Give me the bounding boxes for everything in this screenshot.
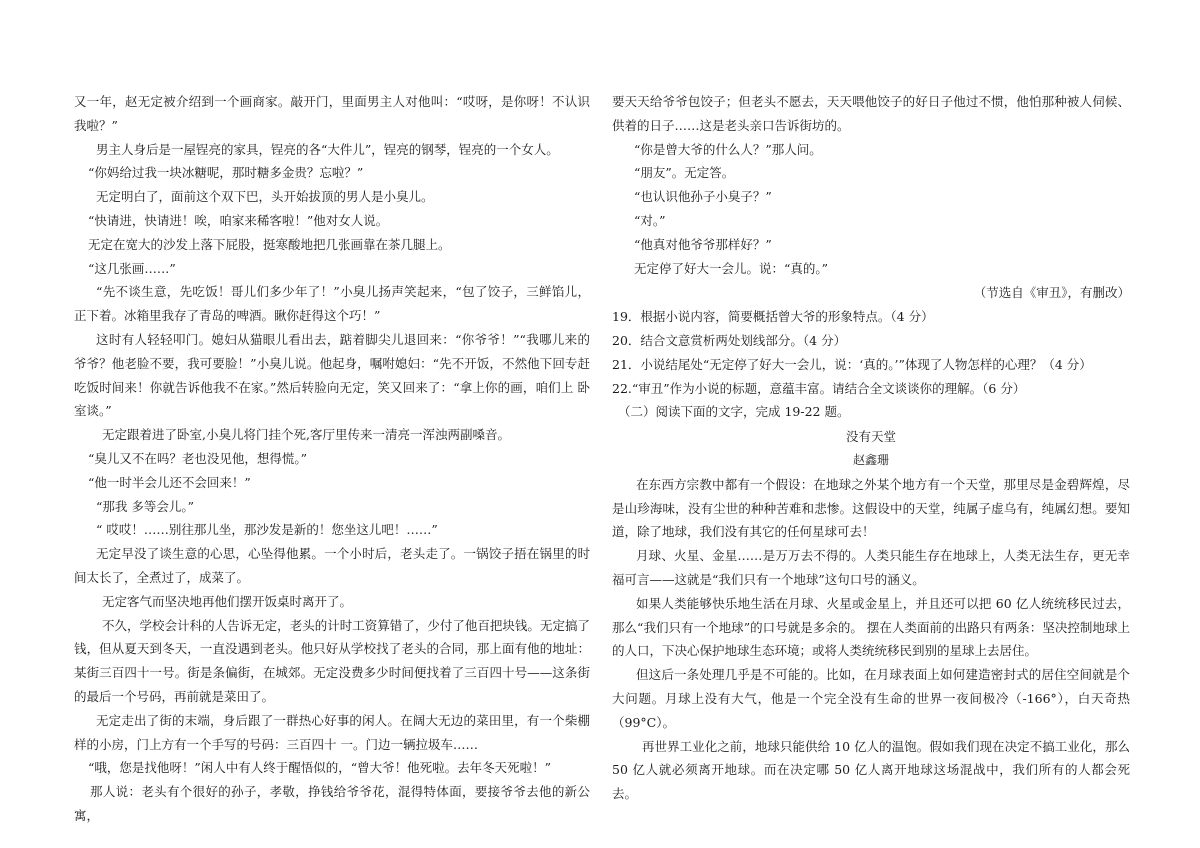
story-paragraph: “这几张画……” <box>88 260 176 276</box>
right-column <box>612 90 1130 806</box>
story-paragraph: 无定客气而坚决地再他们摆开饭桌时离开了。 <box>102 593 353 609</box>
story-paragraph: “也认识他孙子小臭子？” <box>634 189 772 205</box>
story-paragraph: 无定走出了街的末端，身后跟了一群热心好事的闲人。在阔大无边的菜田里，有一个柴棚样的小房，门上方有一个手写的号码：三百四十 一。门边一辆拉圾车…… <box>74 712 590 752</box>
essay-paragraph: 但这后一条处理几乎是不可能的。比如，在月球表面上如何建造密封式的居住空间就是个大问题。月球上没有大气，他是一个完全没有生命的世界一夜间极冷（-166°），白天奇热（99°C）。 <box>612 667 1130 730</box>
section-heading: （二）阅读下面的文字，完成 19-22 题。 <box>618 404 850 420</box>
story-paragraph: 这时有人轻轻叩门。媳妇从猫眼儿看出去，踮着脚尖儿退回来：“你爷爷！”“我哪儿来的爷爷？他老脸不要，我可要脸！”小臭儿说。他起身，嘱咐媳妇：“先不开饭，不然他下回专赶吃饭时间来！你就告诉他我不在家。”然后转脸向无定，笑又回来了：“拿上你的画，咱们上 卧室谈。” <box>74 331 590 419</box>
essay-paragraph: 在东西方宗教中都有一个假设：在地球之外某个地方有一个天堂，那里尽是金碧辉煌，尽是山珍海味，没有尘世的种种苦难和悲惨。这假设中的天堂，纯属子虚乌有，纯属幻想。要知道，除了地球，我们没有其它的任何星球可去！ <box>612 476 1130 540</box>
story-paragraph: 要天天给爷爷包饺子；但老头不愿去，天天喂他饺子的好日子他过不惯，他怕那种被人伺候、供着的日子……这是老头亲口告诉街坊的。 <box>612 94 1130 133</box>
question-item: 20．结合文意赏析两处划线部分。（4 分） <box>612 332 847 348</box>
story-paragraph: 无定在宽大的沙发上落下屁股，挺寒酸地把几张画靠在茶几腿上。 <box>88 236 451 252</box>
story-paragraph: “先不谈生意，先吃饭！哥儿们多少年了！”小臭儿扬声笑起来，“包了饺子，三鲜馅儿，正下着。冰箱里我存了青岛的啤酒。瞅你赶得这个巧！” <box>74 284 590 324</box>
story-ending <box>612 90 1130 280</box>
source-note: （节选自《审丑》，有删改） <box>973 285 1130 301</box>
story-paragraph: “他一时半会儿还不会回来！” <box>88 474 251 490</box>
story-paragraph: “朋友”。无定答。 <box>634 165 735 181</box>
left-column <box>74 90 590 828</box>
essay-paragraph: 如果人类能够快乐地生活在月球、火星或金星上，并且还可以把 60 亿人统统移民过去，那么“我们只有一个地球”的口号就是多余的。 摆在人类面前的出路只有两条：坚决控制地球上的人口，下决心保护地球生态环境；或将人类统统移民到别的星球上去居住。 <box>612 595 1130 659</box>
story-paragraph: “你妈给过我一块冰糖呢，那时糖多金贵？忘啦？” <box>88 165 364 181</box>
story-paragraph: 那人说：老头有个很好的孙子，孝敬，挣钱给爷爷花，混得特体面，要接爷爷去他的新公寓， <box>74 784 590 823</box>
story-paragraph: “ 哎哎！……别往那儿坐，那沙发是新的！您坐这儿吧！……” <box>96 522 438 538</box>
story-paragraph: 男主人身后是一屋锃亮的家具，锃亮的各“大件儿”，锃亮的钢琴，锃亮的一个女人。 <box>96 141 559 157</box>
question-item: 21．小说结尾处“无定停了好大一会儿，说：‘真的。’”体现了人物怎样的心理？（4 分） <box>612 356 1092 372</box>
essay-paragraph: 月球、火星、金星……是万万去不得的。人类只能生存在地球上，人类无法生存，更无幸福可言——这就是“我们只有一个地球”这句口号的涵义。 <box>612 548 1130 587</box>
story-paragraph: “快请进，快请进！唉，咱家来稀客啦！”他对女人说。 <box>88 212 389 228</box>
story-paragraph: “他真对他爷爷那样好？” <box>634 236 772 252</box>
question-item: 19．根据小说内容，简要概括曾大爷的形象特点。（4 分） <box>612 309 934 325</box>
story-paragraph: 无定停了好大一会儿。说：“真的。” <box>634 260 829 276</box>
essay-title: 没有天堂 <box>845 429 896 445</box>
story-paragraph: 无定早没了谈生意的心思，心坠得他累。一个小时后，老头走了。一锅饺子捂在锅里的时间太长了，全煮过了，成菜了。 <box>74 546 590 585</box>
story-paragraph: “臭儿又不在吗？老也没见他，想得慌。” <box>88 450 308 466</box>
story-paragraph: 又一年，赵无定被介绍到一个画商家。敲开门，里面男主人对他叫：“哎呀，是你呀！不认识我啦？” <box>74 94 590 133</box>
story-paragraph: 无定跟着进了卧室,小臭儿将门挂个死,客厅里传来一清亮一浑浊两副嗓音。 <box>102 427 510 443</box>
story-paragraph: 无定明白了，面前这个双下巴，头开始拔顶的男人是小臭儿。 <box>96 189 434 205</box>
story-paragraph: “你是曾大爷的什么人？”那人问。 <box>634 141 822 157</box>
story-paragraph: “对。” <box>634 212 666 228</box>
essay-body <box>612 473 1130 806</box>
essay-paragraph: 再世界工业化之前，地球只能供给 10 亿人的温饱。假如我们现在决定不搞工业化，那么 50 亿人就必须离开地球。而在决定哪 50 亿人离开地球这场混战中，我们所有的人都会死去。 <box>612 738 1130 802</box>
story-paragraph: “哦，您是找他呀！”闲人中有人终于醒悟似的，“曾大爷！他死啦。去年冬天死啦！” <box>88 760 552 776</box>
question-list <box>612 305 1130 400</box>
essay-author: 赵鑫珊 <box>852 452 889 467</box>
question-item: 22.“审丑”作为小说的标题，意蕴丰富。请结合全文谈谈你的理解。（6 分） <box>612 380 1026 396</box>
story-paragraph: “那我 多等会儿。” <box>96 498 195 514</box>
story-paragraph: 不久，学校会计科的人告诉无定，老头的计时工资算错了，少付了他百把块钱。无定搞了钱，但从夏天到冬天，一直没遇到老头。他只好从学校找了老头的合同，那上面有他的地址：某街三百四十一号。街是条偏街，在城郊。无定没费多少时间便找着了三百四十号——这条街的最后一个号码，再前就是菜田了。 <box>74 617 590 704</box>
